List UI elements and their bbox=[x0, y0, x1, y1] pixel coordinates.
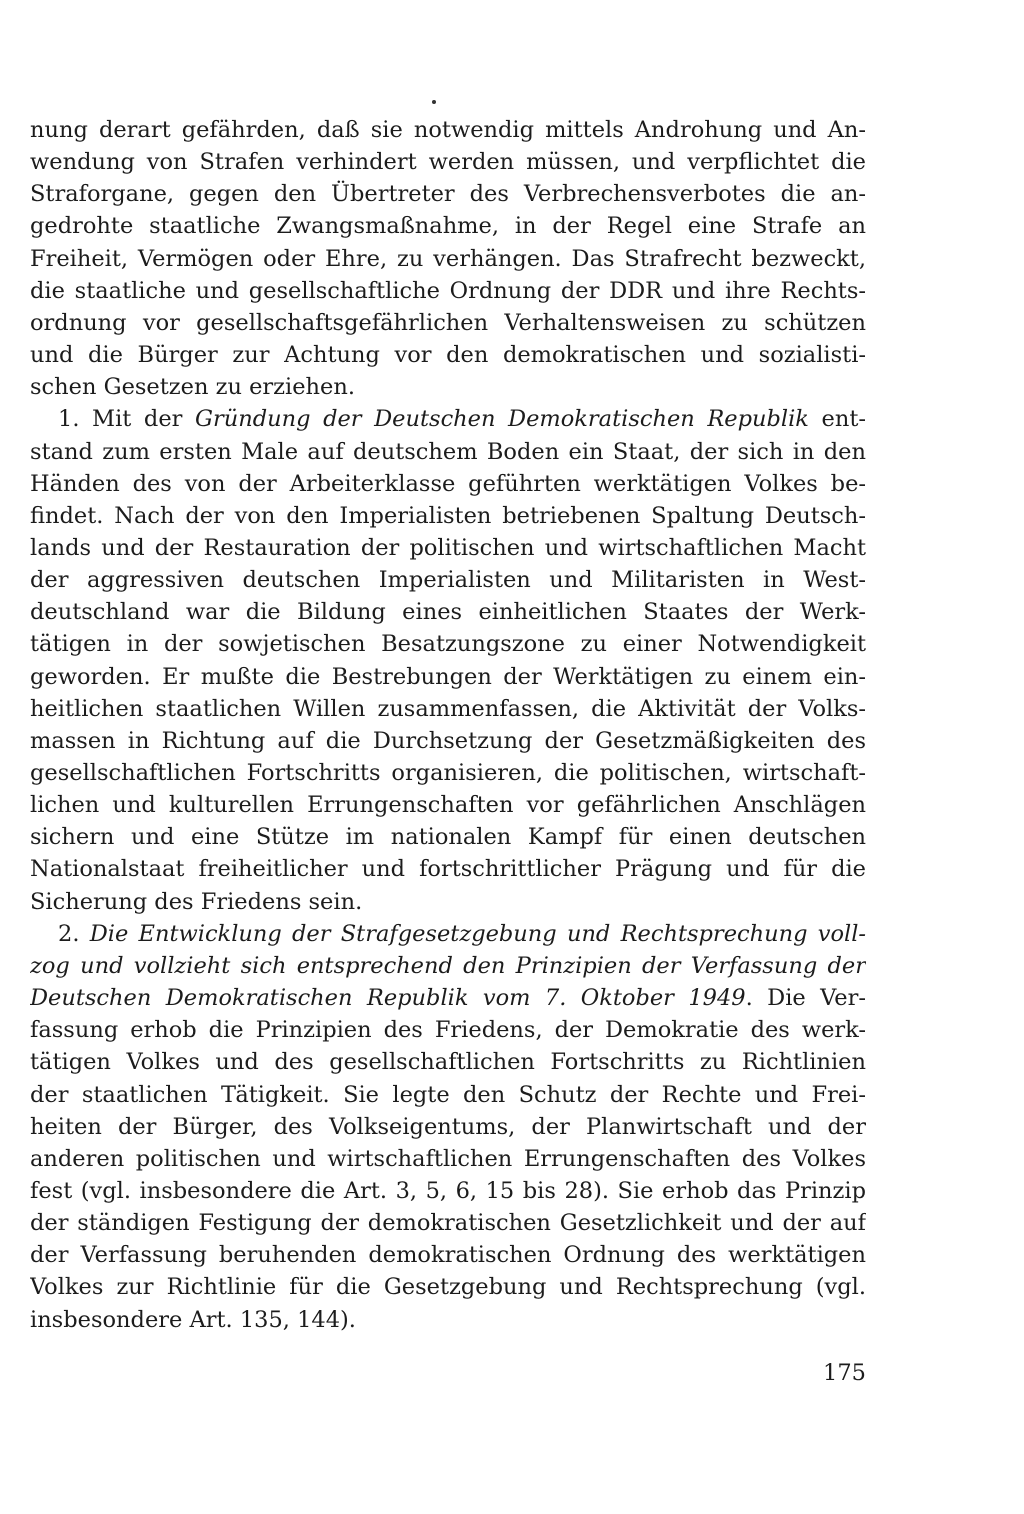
text-run: Nationalstaat freiheitlicher und fortschrittlicher Prägung und für die bbox=[30, 856, 866, 883]
text-line bbox=[30, 789, 866, 821]
text-run: Volkes zur Richtlinie für die Gesetzgebung und Rechtsprechung (vgl. bbox=[30, 1274, 866, 1301]
text-run: der ständigen Festigung der demokratischen Gesetzlichkeit und der auf bbox=[30, 1210, 866, 1237]
text-line bbox=[30, 500, 866, 532]
text-run: ent- bbox=[808, 406, 866, 433]
text-line bbox=[30, 146, 866, 178]
text-line bbox=[30, 886, 866, 918]
text-line bbox=[30, 1304, 866, 1336]
text-run: fest (vgl. insbesondere die Art. 3, 5, 6, 15 bis 28). Sie erhob das Prinzip bbox=[30, 1177, 866, 1204]
text-run: tätigen in der sowjetischen Besatzungszone zu einer Notwendigkeit bbox=[30, 631, 866, 658]
text-run: Händen des von der Arbeiterklasse geführten werktätigen Volkes be- bbox=[30, 470, 866, 497]
text-run: stand zum ersten Male auf deutschem Boden ein Staat, der sich in den bbox=[30, 438, 866, 465]
text-run: der Verfassung beruhenden demokratischen Ordnung des werktätigen bbox=[30, 1242, 866, 1269]
text-run: anderen politischen und wirtschaftlichen Errungenschaften des Volkes bbox=[30, 1145, 866, 1172]
text-line bbox=[30, 1014, 866, 1046]
text-line bbox=[30, 1143, 866, 1175]
text-line bbox=[30, 371, 866, 403]
text-run: . Die Ver- bbox=[745, 985, 866, 1012]
text-run: findet. Nach der von den Imperialisten betriebenen Spaltung Deutsch- bbox=[30, 502, 866, 529]
text-run: gesellschaftlichen Fortschritts organisieren, die politischen, wirtschaft- bbox=[30, 760, 866, 786]
text-line bbox=[30, 693, 866, 725]
text-line bbox=[30, 178, 866, 210]
text-run: tätigen Volkes und des gesellschaftlichen Fortschritts zu Richtlinien bbox=[30, 1049, 866, 1076]
text-line bbox=[30, 1175, 866, 1207]
text-run: die staatliche und gesellschaftliche Ordnung der DDR und ihre Rechts- bbox=[30, 277, 866, 304]
text-run: deutschland war die Bildung eines einheitlichen Staates der Werk- bbox=[30, 599, 866, 626]
italic-text: Die Entwicklung der Strafgesetzgebung und Rechtsprechung voll- bbox=[89, 920, 866, 947]
text-run: lichen und kulturellen Errungenschaften vor gefährlichen Anschlägen bbox=[30, 792, 866, 819]
text-run: ordnung vor gesellschaftsgefährlichen Verhaltensweisen zu schützen bbox=[30, 309, 866, 336]
text-run: wendung von Strafen verhindert werden müssen, und verpflichtet die bbox=[30, 149, 866, 176]
text-run: Freiheit, Vermögen oder Ehre, zu verhängen. Das Strafrecht bezweckt, bbox=[30, 245, 866, 272]
text-run: Straforgane, gegen den Übertreter des Verbrechensverbotes die an- bbox=[30, 181, 866, 208]
text-line bbox=[30, 307, 866, 339]
text-run: und die Bürger zur Achtung vor den demokratischen und sozialisti- bbox=[30, 342, 866, 369]
text-line bbox=[30, 757, 866, 789]
text-line bbox=[30, 564, 866, 596]
text-line bbox=[30, 468, 866, 500]
text-line bbox=[30, 339, 866, 371]
italic-text: zog und vollzieht sich entsprechend den Prinzipien der Verfassung der bbox=[30, 952, 866, 979]
text-line bbox=[30, 950, 866, 982]
text-line bbox=[30, 1207, 866, 1239]
text-line bbox=[30, 114, 866, 146]
text-line bbox=[30, 821, 866, 853]
text-run: 2. bbox=[58, 920, 90, 947]
text-line bbox=[58, 403, 866, 435]
text-run: heiten der Bürger, des Volkseigentums, der Planwirtschaft und der bbox=[30, 1113, 866, 1140]
text-run: nung derart gefährden, daß sie notwendig mittels Androhung und An- bbox=[30, 117, 866, 143]
text-line bbox=[30, 725, 866, 757]
text-run: gedrohte staatliche Zwangsmaßnahme, in der Regel eine Strafe an bbox=[30, 213, 866, 240]
text-line bbox=[30, 982, 866, 1014]
text-line bbox=[30, 1271, 866, 1303]
text-line bbox=[30, 661, 866, 693]
text-line bbox=[30, 532, 866, 564]
text-line bbox=[30, 628, 866, 660]
text-line bbox=[30, 210, 866, 242]
text-line bbox=[30, 853, 866, 885]
text-run: der aggressiven deutschen Imperialisten und Militaristen in West- bbox=[30, 567, 866, 594]
text-line bbox=[30, 596, 866, 628]
text-line bbox=[30, 436, 866, 468]
text-run: insbesondere Art. 135, 144). bbox=[30, 1306, 356, 1333]
text-run: heitlichen staatlichen Willen zusammenfassen, die Aktivität der Volks- bbox=[30, 695, 866, 722]
page-number: 175 bbox=[823, 1360, 866, 1386]
italic-text: Deutschen Demokratischen Republik vom 7. Oktober 1949 bbox=[30, 985, 746, 1012]
text-run: schen Gesetzen zu erziehen. bbox=[30, 374, 355, 401]
text-line bbox=[58, 918, 866, 950]
text-line bbox=[30, 1111, 866, 1143]
text-run: massen in Richtung auf die Durchsetzung der Gesetzmäßigkeiten des bbox=[30, 727, 866, 754]
text-line bbox=[30, 1079, 866, 1111]
text-line bbox=[30, 1046, 866, 1078]
text-run: 1. Mit der bbox=[58, 406, 195, 433]
text-run: der staatlichen Tätigkeit. Sie legte den Schutz der Rechte und Frei- bbox=[30, 1081, 866, 1108]
text-run: sichern und eine Stütze im nationalen Kampf für einen deutschen bbox=[30, 824, 866, 851]
text-run: fassung erhob die Prinzipien des Friedens, der Demokratie des werk- bbox=[30, 1017, 866, 1044]
text-line bbox=[30, 243, 866, 275]
italic-text: Gründung der Deutschen Demokratischen Republik bbox=[194, 406, 809, 433]
text-line bbox=[30, 1239, 866, 1271]
text-run: Sicherung des Friedens sein. bbox=[30, 888, 363, 915]
text-run: geworden. Er mußte die Bestrebungen der Werktätigen zu einem ein- bbox=[30, 663, 866, 690]
text-run: lands und der Restauration der politischen und wirtschaftlichen Macht bbox=[30, 534, 866, 561]
print-speck bbox=[432, 100, 436, 104]
text-line bbox=[30, 275, 866, 307]
